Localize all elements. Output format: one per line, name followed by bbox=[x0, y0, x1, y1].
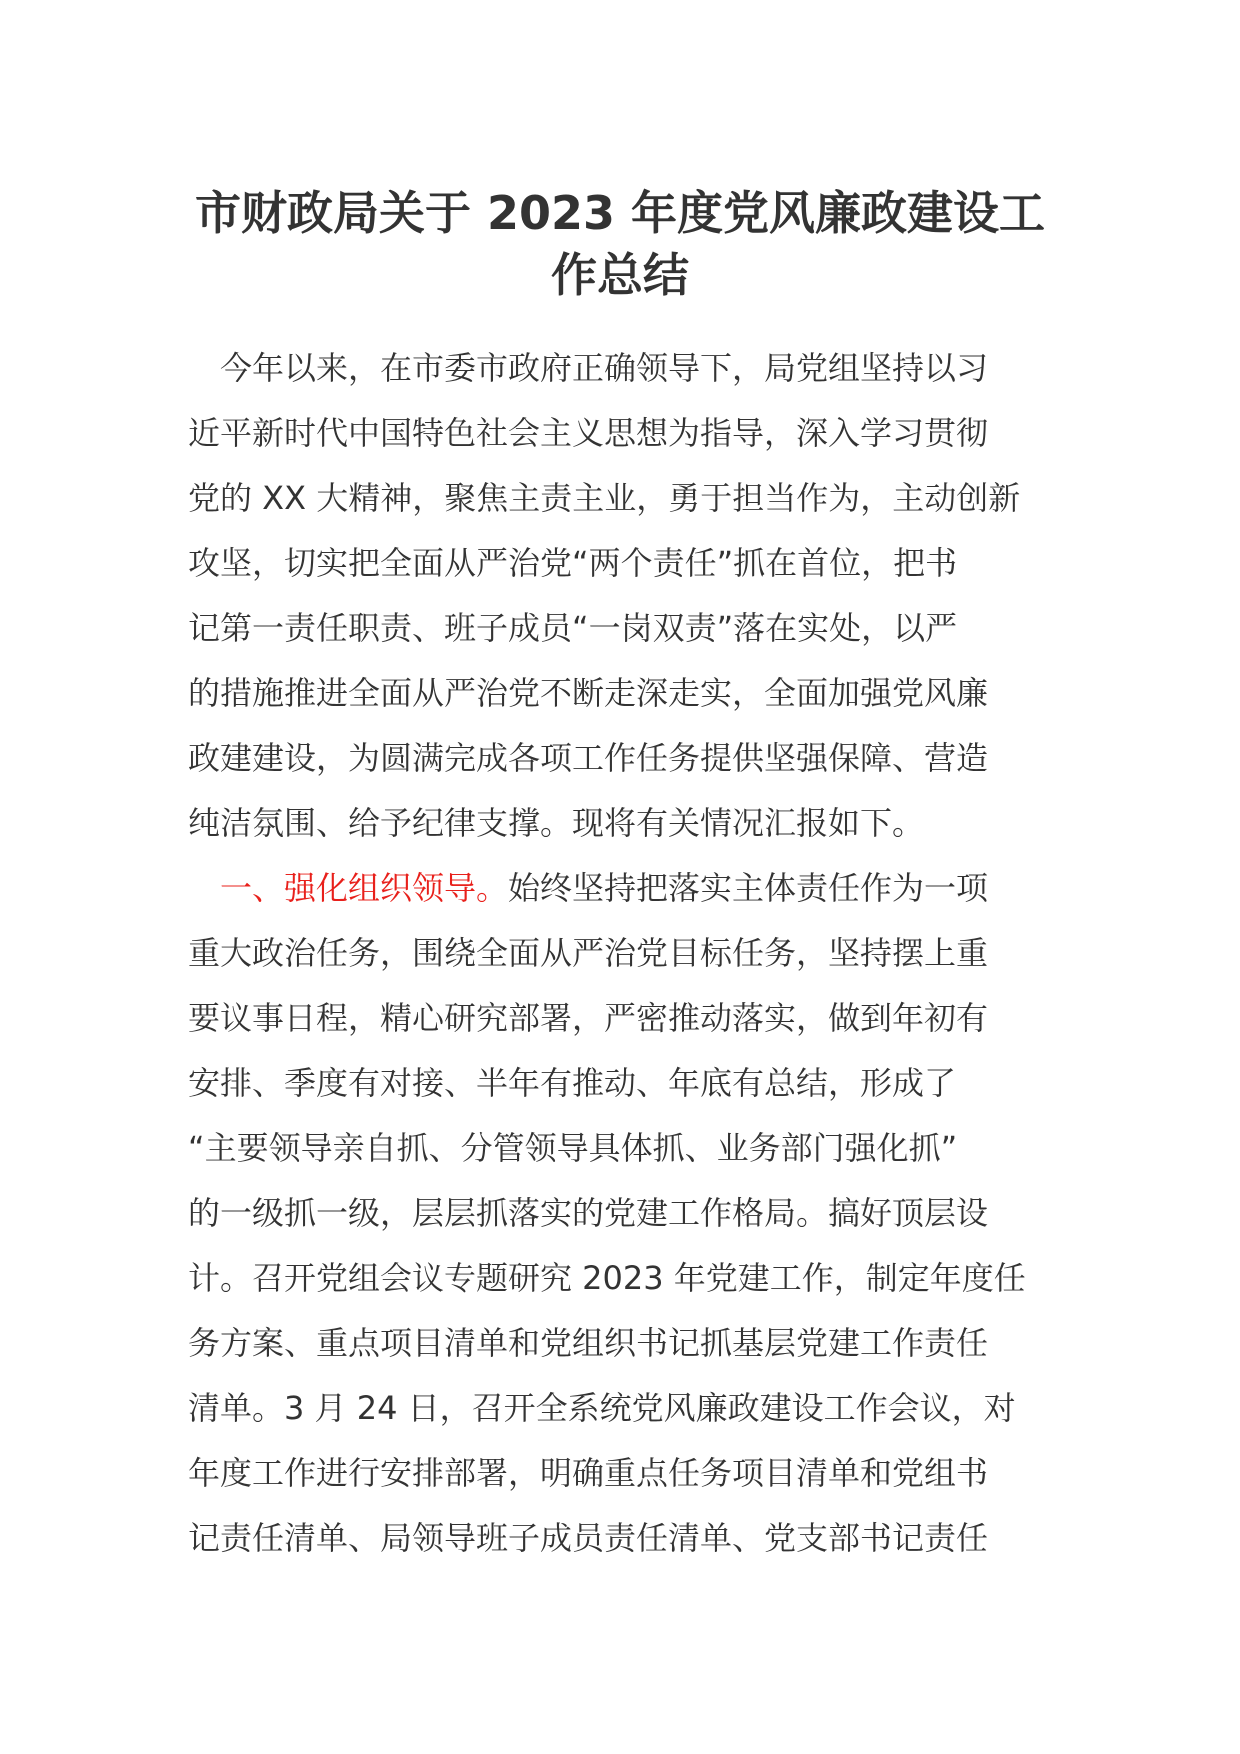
section-first-line bbox=[188, 856, 1060, 921]
title-line-2: 作总结 bbox=[551, 248, 689, 302]
text-line: 安排、季度有对接、半年有推动、年底有总结，形成了 bbox=[188, 1064, 957, 1102]
paragraph-section-1 bbox=[188, 856, 1060, 1571]
text-line: 的措施推进全面从严治党不断走深走实，全面加强党风廉 bbox=[188, 674, 989, 712]
text-line: 纯洁氛围、给予纪律支撑。现将有关情况汇报如下。 bbox=[188, 804, 925, 842]
section-heading: 一、强化组织领导。 bbox=[220, 869, 509, 907]
text-line: 攻坚，切实把全面从严治党“两个责任”抓在首位，把书 bbox=[188, 544, 958, 582]
section-first-line-text: 始终坚持把落实主体责任作为一项 bbox=[508, 869, 989, 907]
text-line: 年度工作进行安排部署，明确重点任务项目清单和党组书 bbox=[188, 1454, 989, 1492]
text-line: 务方案、重点项目清单和党组织书记抓基层党建工作责任 bbox=[188, 1324, 989, 1362]
text-line: “主要领导亲自抓、分管领导具体抓、业务部门强化抓” bbox=[188, 1129, 958, 1167]
paragraph-intro bbox=[188, 336, 1060, 856]
text-line: 要议事日程，精心研究部署，严密推动落实，做到年初有 bbox=[188, 999, 989, 1037]
title-line-1: 市财政局关于 2023 年度党风廉政建设工 bbox=[194, 186, 1046, 240]
document-title bbox=[180, 182, 1060, 306]
text-line: 重大政治任务，围绕全面从严治党目标任务，坚持摆上重 bbox=[188, 934, 989, 972]
text-line: 清单。3 月 24 日，召开全系统党风廉政建设工作会议，对 bbox=[188, 1389, 1016, 1427]
text-line: 记责任清单、局领导班子成员责任清单、党支部书记责任 bbox=[188, 1519, 989, 1557]
text-line: 近平新时代中国特色社会主义思想为指导，深入学习贯彻 bbox=[188, 414, 989, 452]
text-line: 今年以来，在市委市政府正确领导下，局党组坚持以习 bbox=[220, 349, 989, 387]
text-line: 政建建设，为圆满完成各项工作任务提供坚强保障、营造 bbox=[188, 739, 989, 777]
text-line: 的一级抓一级，层层抓落实的党建工作格局。搞好顶层设 bbox=[188, 1194, 989, 1232]
text-line: 党的 XX 大精神，聚焦主责主业，勇于担当作为，主动创新 bbox=[188, 479, 1021, 517]
document-body bbox=[188, 336, 1060, 1571]
text-line: 记第一责任职责、班子成员“一岗双责”落在实处，以严 bbox=[188, 609, 958, 647]
text-line: 计。召开党组会议专题研究 2023 年党建工作，制定年度任 bbox=[188, 1259, 1026, 1297]
